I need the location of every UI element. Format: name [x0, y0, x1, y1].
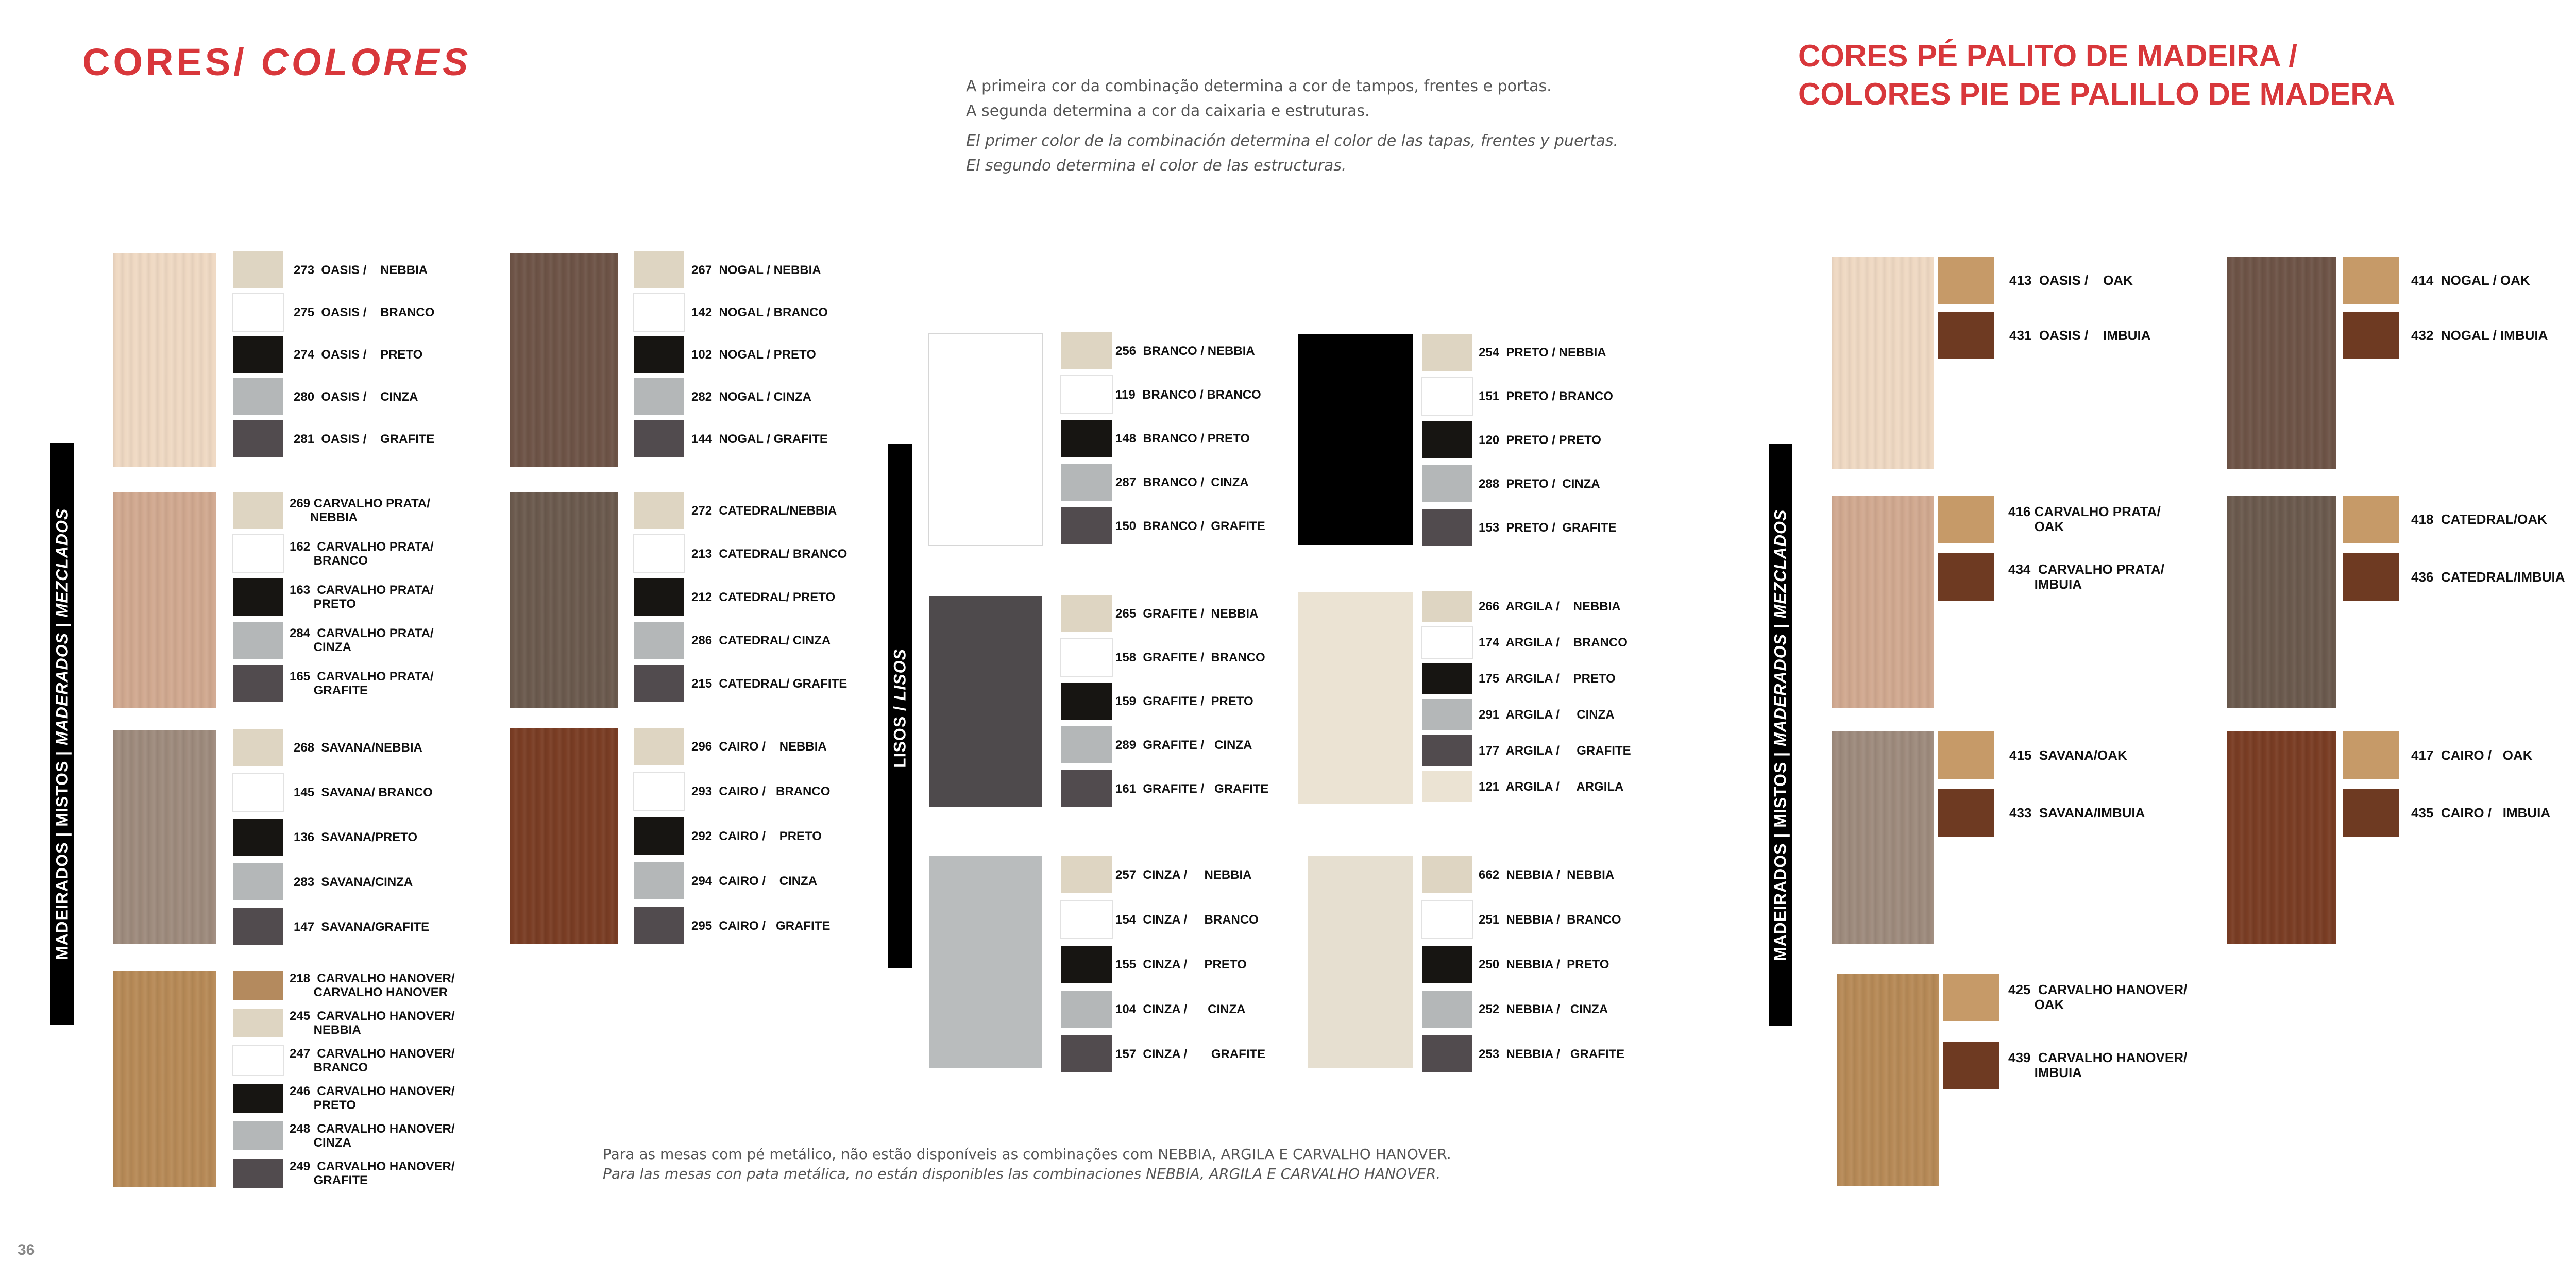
- left-label-cairo-1: 296 CAIRO / NEBBIA: [691, 739, 827, 754]
- right-swatch-main-hanover: [1837, 974, 1939, 1186]
- right-swatch-main-savana: [1832, 731, 1934, 944]
- left-label-savana-5: 147 SAVANA/GRAFITE: [294, 919, 430, 934]
- left-label-branco-3: 148 BRANCO / PRETO: [1115, 431, 1250, 446]
- left-label-nebbia-5: 253 NEBBIA / GRAFITE: [1479, 1047, 1625, 1061]
- left-swatch-preto-1: [1422, 334, 1472, 371]
- left-label-grafite-3: 159 GRAFITE / PRETO: [1115, 694, 1253, 708]
- footnote: [603, 1145, 1451, 1184]
- left-swatch-catedral-5: [634, 665, 684, 702]
- right-label-nogal-2: 432 NOGAL / IMBUIA: [2411, 327, 2548, 343]
- left-swatch-cairo-3: [634, 817, 684, 855]
- intro-pt-1: A primeira cor da combinação determina a cor de tampos, frentes e portas.: [966, 77, 1552, 95]
- left-label-savana-4: 283 SAVANA/CINZA: [294, 875, 413, 889]
- right-swatch-hanover-2: [1943, 1042, 1999, 1089]
- left-label-preto-4: 288 PRETO / CINZA: [1479, 476, 1600, 491]
- left-swatch-cairo-1: [634, 728, 684, 765]
- left-label-branco-2: 119 BRANCO / BRANCO: [1115, 387, 1261, 402]
- left-label-catedral-2: 213 CATEDRAL/ BRANCO: [691, 547, 848, 561]
- left-swatch-main-oasis: [113, 253, 216, 467]
- left-swatch-main-grafite: [929, 596, 1042, 807]
- right-swatch-nogal-2: [2343, 312, 2399, 359]
- right-label-oasis-1: 413 OASIS / OAK: [2009, 272, 2133, 288]
- left-swatch-nogal-1: [634, 251, 684, 288]
- right-swatch-main-oasis: [1832, 257, 1934, 469]
- left-label-oasis-1: 273 OASIS / NEBBIA: [294, 263, 428, 277]
- right-swatch-oasis-1: [1938, 257, 1994, 304]
- right-label-carvalho-prata-1: 416 CARVALHO PRATA/ OAK: [2008, 504, 2161, 534]
- left-label-preto-2: 151 PRETO / BRANCO: [1479, 389, 1613, 403]
- left-swatch-cinza-4: [1061, 991, 1112, 1028]
- left-label-carvalho-prata-4: 284 CARVALHO PRATA/ CINZA: [290, 626, 434, 654]
- left-label-grafite-2: 158 GRAFITE / BRANCO: [1115, 650, 1265, 664]
- left-label-catedral-1: 272 CATEDRAL/NEBBIA: [691, 503, 837, 518]
- left-swatch-oasis-4: [233, 378, 283, 415]
- left-swatch-carvalho-prata-1: [233, 492, 283, 529]
- left-label-nebbia-3: 250 NEBBIA / PRETO: [1479, 957, 1609, 972]
- left-label-grafite-4: 289 GRAFITE / CINZA: [1115, 738, 1252, 752]
- left-label-cairo-5: 295 CAIRO / GRAFITE: [691, 918, 831, 933]
- left-swatch-main-carvalho-prata: [113, 492, 216, 708]
- right-label-cairo-2: 435 CAIRO / IMBUIA: [2411, 805, 2551, 821]
- left-swatch-hanover-2: [233, 1009, 283, 1037]
- left-swatch-main-cinza: [929, 856, 1042, 1068]
- left-swatch-cairo-5: [634, 907, 684, 944]
- left-label-argila-6: 121 ARGILA / ARGILA: [1479, 779, 1624, 794]
- left-label-cinza-5: 157 CINZA / GRAFITE: [1115, 1047, 1266, 1061]
- title-right-line-2: COLORES PIE DE PALILLO DE MADERA: [1798, 77, 2395, 111]
- right-swatch-savana-2: [1938, 789, 1994, 837]
- left-swatch-preto-4: [1422, 465, 1472, 502]
- left-label-carvalho-prata-5: 165 CARVALHO PRATA/ GRAFITE: [290, 670, 434, 697]
- right-swatch-savana-1: [1938, 731, 1994, 779]
- left-swatch-catedral-1: [634, 492, 684, 529]
- footnote-es: Para las mesas con pata metálica, no están disponibles las combinaciones NEBBIA, ARGILA E CARVALHO HANOVER.: [603, 1165, 1441, 1182]
- left-swatch-nebbia-5: [1422, 1035, 1472, 1072]
- left-swatch-main-branco: [929, 334, 1042, 545]
- right-swatch-main-catedral: [2227, 496, 2336, 708]
- left-swatch-main-cairo: [510, 728, 618, 944]
- left-label-catedral-5: 215 CATEDRAL/ GRAFITE: [691, 676, 848, 691]
- left-label-preto-1: 254 PRETO / NEBBIA: [1479, 345, 1606, 360]
- left-swatch-cairo-4: [634, 862, 684, 899]
- right-swatch-carvalho-prata-1: [1938, 496, 1994, 543]
- left-label-hanover-5: 248 CARVALHO HANOVER/ CINZA: [290, 1122, 455, 1150]
- left-swatch-carvalho-prata-5: [233, 665, 283, 702]
- left-swatch-grafite-3: [1061, 683, 1112, 720]
- left-swatch-savana-4: [233, 863, 283, 900]
- left-swatch-nebbia-3: [1422, 946, 1472, 983]
- left-swatch-main-nogal: [510, 253, 618, 467]
- left-label-cinza-3: 155 CINZA / PRETO: [1115, 957, 1247, 972]
- left-label-carvalho-prata-3: 163 CARVALHO PRATA/ PRETO: [290, 583, 434, 611]
- left-label-catedral-4: 286 CATEDRAL/ CINZA: [691, 633, 831, 647]
- right-label-catedral-2: 436 CATEDRAL/IMBUIA: [2411, 569, 2565, 585]
- left-label-hanover-6: 249 CARVALHO HANOVER/ GRAFITE: [290, 1160, 455, 1187]
- left-label-argila-4: 291 ARGILA / CINZA: [1479, 707, 1615, 722]
- right-swatch-main-nogal: [2227, 257, 2336, 469]
- left-label-argila-1: 266 ARGILA / NEBBIA: [1479, 599, 1621, 614]
- left-label-argila-5: 177 ARGILA / GRAFITE: [1479, 743, 1631, 758]
- right-label-carvalho-prata-2: 434 CARVALHO PRATA/ IMBUIA: [2008, 561, 2164, 592]
- left-label-argila-3: 175 ARGILA / PRETO: [1479, 671, 1616, 686]
- left-swatch-hanover-3: [233, 1046, 283, 1075]
- left-swatch-grafite-5: [1061, 770, 1112, 807]
- left-swatch-savana-3: [233, 819, 283, 856]
- left-label-nebbia-1: 662 NEBBIA / NEBBIA: [1479, 867, 1615, 882]
- left-swatch-branco-3: [1061, 420, 1112, 457]
- right-swatch-hanover-1: [1943, 974, 1999, 1021]
- left-swatch-main-savana: [113, 730, 216, 944]
- page-title-left: [82, 40, 471, 84]
- right-swatch-catedral-2: [2343, 553, 2399, 601]
- title-main: CORES/: [82, 41, 247, 83]
- left-label-cairo-4: 294 CAIRO / CINZA: [691, 874, 818, 888]
- left-swatch-argila-1: [1422, 591, 1472, 622]
- left-swatch-oasis-5: [233, 420, 283, 457]
- left-swatch-main-preto: [1298, 334, 1413, 545]
- left-swatch-argila-2: [1422, 627, 1472, 658]
- left-label-hanover-3: 247 CARVALHO HANOVER/ BRANCO: [290, 1047, 455, 1075]
- left-swatch-argila-5: [1422, 735, 1472, 766]
- left-swatch-nebbia-2: [1422, 901, 1472, 938]
- left-label-cinza-2: 154 CINZA / BRANCO: [1115, 912, 1259, 927]
- left-label-cairo-2: 293 CAIRO / BRANCO: [691, 784, 831, 798]
- left-label-cinza-4: 104 CINZA / CINZA: [1115, 1002, 1246, 1016]
- left-swatch-nogal-4: [634, 378, 684, 415]
- left-label-catedral-3: 212 CATEDRAL/ PRETO: [691, 590, 836, 604]
- right-swatch-cairo-2: [2343, 789, 2399, 837]
- left-swatch-savana-5: [233, 908, 283, 945]
- left-swatch-cinza-2: [1061, 901, 1112, 938]
- intro-es-1: El primer color de la combinación determina el color de las tapas, frentes y puertas.: [966, 132, 1619, 150]
- left-swatch-oasis-2: [233, 294, 283, 331]
- right-label-hanover-1: 425 CARVALHO HANOVER/ OAK: [2008, 982, 2188, 1012]
- left-swatch-branco-4: [1061, 464, 1112, 501]
- footnote-pt: Para as mesas com pé metálico, não estão disponíveis as combinações com NEBBIA, ARGILA E CARVALHO HANOVER.: [603, 1146, 1451, 1163]
- left-swatch-grafite-2: [1061, 639, 1112, 676]
- right-swatch-main-carvalho-prata: [1832, 496, 1934, 708]
- left-swatch-carvalho-prata-3: [233, 578, 283, 616]
- right-label-hanover-2: 439 CARVALHO HANOVER/ IMBUIA: [2008, 1050, 2188, 1080]
- title-right-line-1: CORES PÉ PALITO DE MADEIRA /: [1798, 39, 2297, 73]
- left-label-preto-5: 153 PRETO / GRAFITE: [1479, 520, 1617, 535]
- intro-text: [966, 74, 1618, 178]
- left-swatch-argila-6: [1422, 771, 1472, 802]
- left-swatch-carvalho-prata-4: [233, 622, 283, 659]
- left-label-branco-5: 150 BRANCO / GRAFITE: [1115, 519, 1265, 533]
- left-label-savana-2: 145 SAVANA/ BRANCO: [294, 785, 433, 799]
- left-swatch-savana-1: [233, 729, 283, 766]
- left-label-cairo-3: 292 CAIRO / PRETO: [691, 829, 822, 843]
- left-swatch-cairo-2: [634, 773, 684, 810]
- side-label-lisos-left: LISOS / LISOS: [890, 649, 909, 768]
- left-swatch-nogal-3: [634, 336, 684, 373]
- left-swatch-catedral-3: [634, 578, 684, 616]
- left-label-nogal-2: 142 NOGAL / BRANCO: [691, 305, 828, 319]
- right-label-cairo-1: 417 CAIRO / OAK: [2411, 747, 2533, 763]
- right-swatch-nogal-1: [2343, 257, 2399, 304]
- left-swatch-catedral-2: [634, 535, 684, 572]
- left-swatch-branco-5: [1061, 507, 1112, 544]
- right-swatch-catedral-1: [2343, 496, 2399, 543]
- left-swatch-hanover-6: [233, 1159, 283, 1188]
- side-label-madeirados-right: MADEIRADOS | MISTOS | MADERADOS | MEZCLADOS: [1771, 509, 1790, 961]
- left-label-savana-3: 136 SAVANA/PRETO: [294, 830, 418, 844]
- left-label-argila-2: 174 ARGILA / BRANCO: [1479, 635, 1628, 650]
- left-label-oasis-3: 274 OASIS / PRETO: [294, 347, 423, 362]
- left-swatch-branco-1: [1061, 332, 1112, 369]
- left-label-oasis-5: 281 OASIS / GRAFITE: [294, 432, 435, 446]
- intro-es-2: El segundo determina el color de las estructuras.: [966, 157, 1347, 175]
- left-label-savana-1: 268 SAVANA/NEBBIA: [294, 740, 422, 755]
- left-label-oasis-2: 275 OASIS / BRANCO: [294, 305, 435, 319]
- right-swatch-oasis-2: [1938, 312, 1994, 359]
- side-label-madeirados-left: MADEIRADOS | MISTOS | MADERADOS | MEZCLADOS: [53, 508, 72, 960]
- left-swatch-main-nebbia: [1308, 856, 1413, 1068]
- left-label-cinza-1: 257 CINZA / NEBBIA: [1115, 867, 1252, 882]
- right-label-savana-2: 433 SAVANA/IMBUIA: [2009, 805, 2145, 821]
- intro-pt-2: A segunda determina a cor da caixaria e estruturas.: [966, 102, 1370, 120]
- left-swatch-grafite-1: [1061, 595, 1112, 632]
- left-label-hanover-1: 218 CARVALHO HANOVER/ CARVALHO HANOVER: [290, 972, 455, 999]
- left-label-hanover-4: 246 CARVALHO HANOVER/ PRETO: [290, 1084, 455, 1112]
- left-label-carvalho-prata-2: 162 CARVALHO PRATA/ BRANCO: [290, 540, 434, 568]
- right-label-oasis-2: 431 OASIS / IMBUIA: [2009, 327, 2151, 343]
- left-label-branco-4: 287 BRANCO / CINZA: [1115, 475, 1249, 489]
- left-swatch-main-argila: [1298, 592, 1413, 804]
- left-swatch-hanover-4: [233, 1084, 283, 1113]
- left-swatch-cinza-3: [1061, 946, 1112, 983]
- right-swatch-main-cairo: [2227, 731, 2336, 944]
- left-swatch-preto-2: [1422, 378, 1472, 415]
- left-label-nogal-3: 102 NOGAL / PRETO: [691, 347, 816, 362]
- left-label-nebbia-4: 252 NEBBIA / CINZA: [1479, 1002, 1608, 1016]
- left-swatch-argila-3: [1422, 663, 1472, 694]
- right-swatch-carvalho-prata-2: [1938, 553, 1994, 601]
- title-italic: COLORES: [247, 41, 471, 83]
- page-number-left: 36: [18, 1241, 35, 1258]
- left-swatch-nogal-2: [634, 294, 684, 331]
- left-label-nebbia-2: 251 NEBBIA / BRANCO: [1479, 912, 1621, 927]
- left-swatch-nogal-5: [634, 420, 684, 457]
- page-title-right: [1798, 37, 2395, 113]
- left-label-oasis-4: 280 OASIS / CINZA: [294, 389, 418, 404]
- left-swatch-cinza-1: [1061, 856, 1112, 893]
- left-label-hanover-2: 245 CARVALHO HANOVER/ NEBBIA: [290, 1009, 455, 1037]
- right-swatch-cairo-1: [2343, 731, 2399, 779]
- left-swatch-nebbia-1: [1422, 856, 1472, 893]
- left-label-nogal-1: 267 NOGAL / NEBBIA: [691, 263, 821, 277]
- left-swatch-oasis-1: [233, 251, 283, 288]
- left-swatch-branco-2: [1061, 376, 1112, 413]
- left-label-carvalho-prata-1: 269 CARVALHO PRATA/ NEBBIA: [290, 497, 430, 524]
- right-label-savana-1: 415 SAVANA/OAK: [2009, 747, 2127, 763]
- left-label-nogal-5: 144 NOGAL / GRAFITE: [691, 432, 828, 446]
- left-swatch-carvalho-prata-2: [233, 535, 283, 572]
- right-label-catedral-1: 418 CATEDRAL/OAK: [2411, 511, 2547, 527]
- left-label-nogal-4: 282 NOGAL / CINZA: [691, 389, 811, 404]
- left-swatch-savana-2: [233, 774, 283, 811]
- left-swatch-nebbia-4: [1422, 991, 1472, 1028]
- left-swatch-grafite-4: [1061, 726, 1112, 763]
- left-label-grafite-5: 161 GRAFITE / GRAFITE: [1115, 781, 1269, 796]
- left-swatch-preto-5: [1422, 509, 1472, 546]
- left-swatch-main-hanover: [113, 971, 216, 1187]
- left-swatch-cinza-5: [1061, 1035, 1112, 1072]
- left-label-preto-3: 120 PRETO / PRETO: [1479, 433, 1601, 447]
- left-swatch-argila-4: [1422, 699, 1472, 730]
- left-swatch-main-catedral: [510, 492, 618, 708]
- left-label-grafite-1: 265 GRAFITE / NEBBIA: [1115, 606, 1259, 621]
- right-label-nogal-1: 414 NOGAL / OAK: [2411, 272, 2530, 288]
- left-label-branco-1: 256 BRANCO / NEBBIA: [1115, 344, 1255, 358]
- left-swatch-catedral-4: [634, 622, 684, 659]
- left-swatch-hanover-1: [233, 971, 283, 1000]
- left-swatch-preto-3: [1422, 421, 1472, 458]
- left-swatch-hanover-5: [233, 1121, 283, 1150]
- left-swatch-oasis-3: [233, 336, 283, 373]
